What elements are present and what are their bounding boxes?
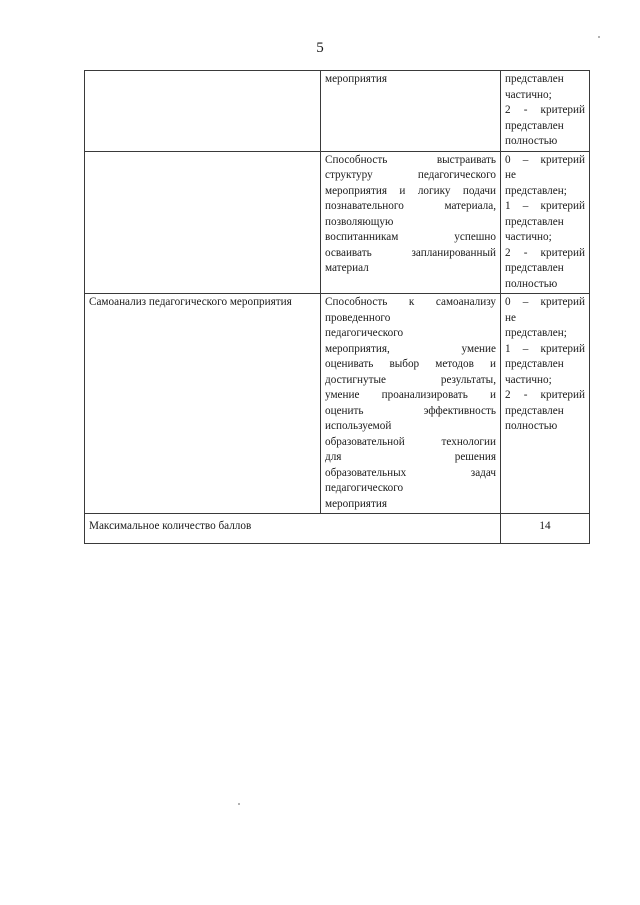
cell-line: познавательного материала, bbox=[325, 200, 496, 212]
cell-line: мероприятия и логику подачи bbox=[325, 184, 496, 197]
table-row bbox=[85, 294, 590, 514]
cell-line: умение проанализировать и bbox=[325, 389, 496, 401]
cell-line: структуру педагогического bbox=[325, 169, 496, 181]
cell-line: представлен bbox=[505, 73, 564, 85]
cell-line: представлен bbox=[505, 215, 564, 228]
cell-line: образовательной технологии bbox=[325, 435, 496, 448]
score-cell bbox=[501, 294, 590, 514]
cell-line: 2 - критерий bbox=[505, 246, 585, 259]
cell-line: материал bbox=[325, 262, 369, 274]
cell-line: не bbox=[505, 311, 516, 324]
cell-line: 2 - критерий bbox=[505, 104, 585, 116]
cell-line: 0 – критерий bbox=[505, 296, 585, 308]
cell-line: Способность выстраивать bbox=[325, 153, 496, 166]
cell-line: 1 – критерий bbox=[505, 342, 585, 355]
cell-line: мероприятия, умение bbox=[325, 342, 496, 355]
cell-line: полностью bbox=[505, 420, 558, 432]
cell-line: полностью bbox=[505, 135, 558, 147]
page-number: 5 bbox=[316, 40, 324, 56]
criterion-cell bbox=[85, 71, 321, 152]
cell-line: полностью bbox=[505, 277, 558, 290]
cell-line: воспитанникам успешно bbox=[325, 231, 496, 243]
score-cell bbox=[501, 71, 590, 152]
cell-line: представлен bbox=[505, 358, 564, 370]
cell-line: частично; bbox=[505, 373, 552, 386]
cell-line: представлен bbox=[505, 262, 564, 274]
cell-line: педагогического bbox=[325, 482, 404, 494]
total-value: 14 bbox=[501, 514, 590, 544]
cell-line: представлен bbox=[505, 119, 564, 132]
cell-line: оценить эффективность bbox=[325, 404, 496, 417]
cell-line: не bbox=[505, 169, 516, 181]
cell-line: мероприятия bbox=[325, 73, 387, 85]
cell-line: мероприятия bbox=[325, 497, 387, 510]
scan-speck bbox=[238, 803, 240, 805]
cell-line: для решения bbox=[325, 451, 496, 463]
criterion-cell bbox=[85, 151, 321, 294]
cell-line: позволяющую bbox=[325, 215, 394, 228]
cell-line: оценивать выбор методов и bbox=[325, 358, 496, 370]
scan-speck bbox=[598, 36, 600, 38]
indicator-cell bbox=[321, 151, 501, 294]
score-cell bbox=[501, 151, 590, 294]
table-row bbox=[85, 151, 590, 294]
cell-line: используемой bbox=[325, 420, 392, 432]
criterion-cell: Самоанализ педагогического мероприятия bbox=[85, 294, 321, 514]
cell-line: частично; bbox=[505, 231, 552, 243]
table-row bbox=[85, 71, 590, 152]
total-label: Максимальное количество баллов bbox=[85, 514, 501, 544]
cell-line: Способность к самоанализу bbox=[325, 296, 496, 308]
cell-line: образовательных задач bbox=[325, 466, 496, 479]
cell-line: осваивать запланированный bbox=[325, 246, 496, 259]
cell-line: представлен; bbox=[505, 327, 567, 339]
cell-line: 1 – критерий bbox=[505, 200, 585, 212]
cell-line: частично; bbox=[505, 88, 552, 101]
cell-line: педагогического bbox=[325, 327, 404, 339]
total-row bbox=[85, 514, 590, 544]
cell-line: проведенного bbox=[325, 311, 391, 324]
indicator-cell bbox=[321, 71, 501, 152]
criteria-table bbox=[84, 70, 590, 544]
cell-line: 0 – критерий bbox=[505, 153, 585, 166]
cell-line: представлен bbox=[505, 404, 564, 417]
indicator-cell bbox=[321, 294, 501, 514]
cell-line: представлен; bbox=[505, 184, 567, 197]
cell-line: 2 - критерий bbox=[505, 389, 585, 401]
cell-line: достигнутые результаты, bbox=[325, 373, 496, 386]
